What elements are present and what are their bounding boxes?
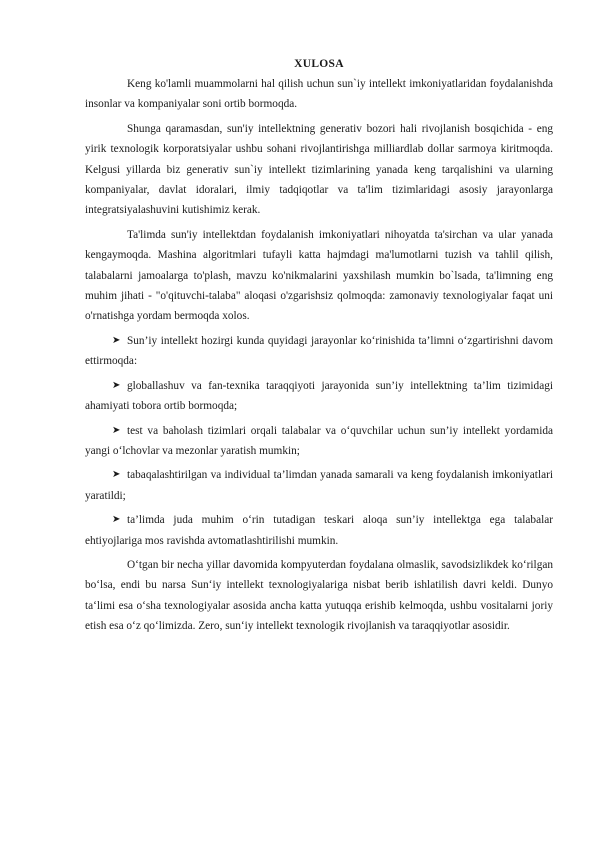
- bullet-item-1: [85, 331, 553, 372]
- paragraph-conclusion: O‘tgan bir necha yillar davomida kompyuterdan foydalana olmaslik, savodsizlikdek ko‘rilgan bo‘lsa, endi bu narsa Sun‘iy intellekt texnologiyalariga nisbat berib ishlatilish davri keldi. Dunyo ta‘limi esa o‘sha texnologiyalar asosida ancha katta yutuqqa erishib kelmoqda, ushbu vositalarni joriy etish esa o‘z qo‘limizda. Zero, sun‘iy intellekt texnologik rivojlanish va taraqqiyotlar asosidir.: [85, 558, 553, 633]
- bullet-text: ta’limda juda muhim o‘rin tutadigan teskari aloqa sun’iy intellektga ega talabalar ehtiyojlariga mos ravishda avtomatlashtirilishi mumkin.: [85, 514, 553, 547]
- bullet-text: globallashuv va fan-texnika taraqqiyoti jarayonida sun’iy intellektning ta’lim tizimidagi ahamiyati tobora ortib bormoqda;: [85, 379, 553, 413]
- arrow-bullet-icon: ➤: [112, 514, 121, 526]
- arrow-bullet-icon: ➤: [112, 469, 121, 481]
- bullet-item-5: [85, 510, 553, 551]
- bullet-text: tabaqalashtirilgan va individual ta’limdan yanada samarali va keng foydalanish imkoniyatlari yaratildi;: [85, 469, 553, 502]
- bullet-item-4: [85, 465, 553, 506]
- arrow-bullet-icon: ➤: [112, 379, 121, 391]
- bullet-item-2: [85, 376, 553, 417]
- paragraph-1: Keng ko'lamli muammolarni hal qilish uchun sun`iy intellekt imkoniyatlaridan foydalanishda insonlar va kompaniyalar soni ortib bormoqda.: [85, 78, 553, 111]
- bullet-text: test va baholash tizimlari orqali talabalar va o‘quvchilar uchun sun’iy intellekt yordamida yangi o‘lchovlar va mezonlar yaratish mumkin;: [85, 424, 553, 457]
- arrow-bullet-icon: ➤: [112, 334, 121, 346]
- arrow-bullet-icon: ➤: [112, 424, 121, 436]
- paragraph-2: Shunga qaramasdan, sun'iy intellektning generativ bozori hali rivojlanish bosqichida - eng yirik texnologik korporatsiyalar ushbu sohani rivojlantirishga milliardlab dollar sarmoya kiritmoqda. Kelgusi yillarda biz generativ sun`iy intellekt tizimlarining yanada keng tarqalishini va ularning kompaniyalar, davlat idoralari, ilmiy tadqiqotlar va ta'lim tizimlaridagi asosiy jarayonlarga integratsiyalashuvini kutishimiz kerak.: [85, 122, 553, 217]
- paragraph-3: Ta'limda sun'iy intellektdan foydalanish imkoniyatlari nihoyatda ta'sirchan va ular yanada kengaymoqda. Mashina algoritmlari tufayli katta hajmdagi ma'lumotlarni tuzish va tahlil qilish, talabalarni jamoalarga to'plash, mavzu ko'nikmalarini yaxshilash mumkin bo`lsada, ta'limning eng muhim jihati - "o'qituvchi-talaba" aloqasi o'zgarishsiz qolmoqda: zamonaviy texnologiyalar faqat uni o'rnatishga yordam bermoqda xolos.: [85, 228, 553, 323]
- document-page: [85, 55, 553, 641]
- page-title: XULOSA: [294, 58, 344, 70]
- bullet-item-3: [85, 421, 553, 462]
- bullet-text: Sun’iy intellekt hozirgi kunda quyidagi jarayonlar ko‘rinishida ta’limni o‘zgartirishni davom ettirmoqda:: [85, 334, 553, 368]
